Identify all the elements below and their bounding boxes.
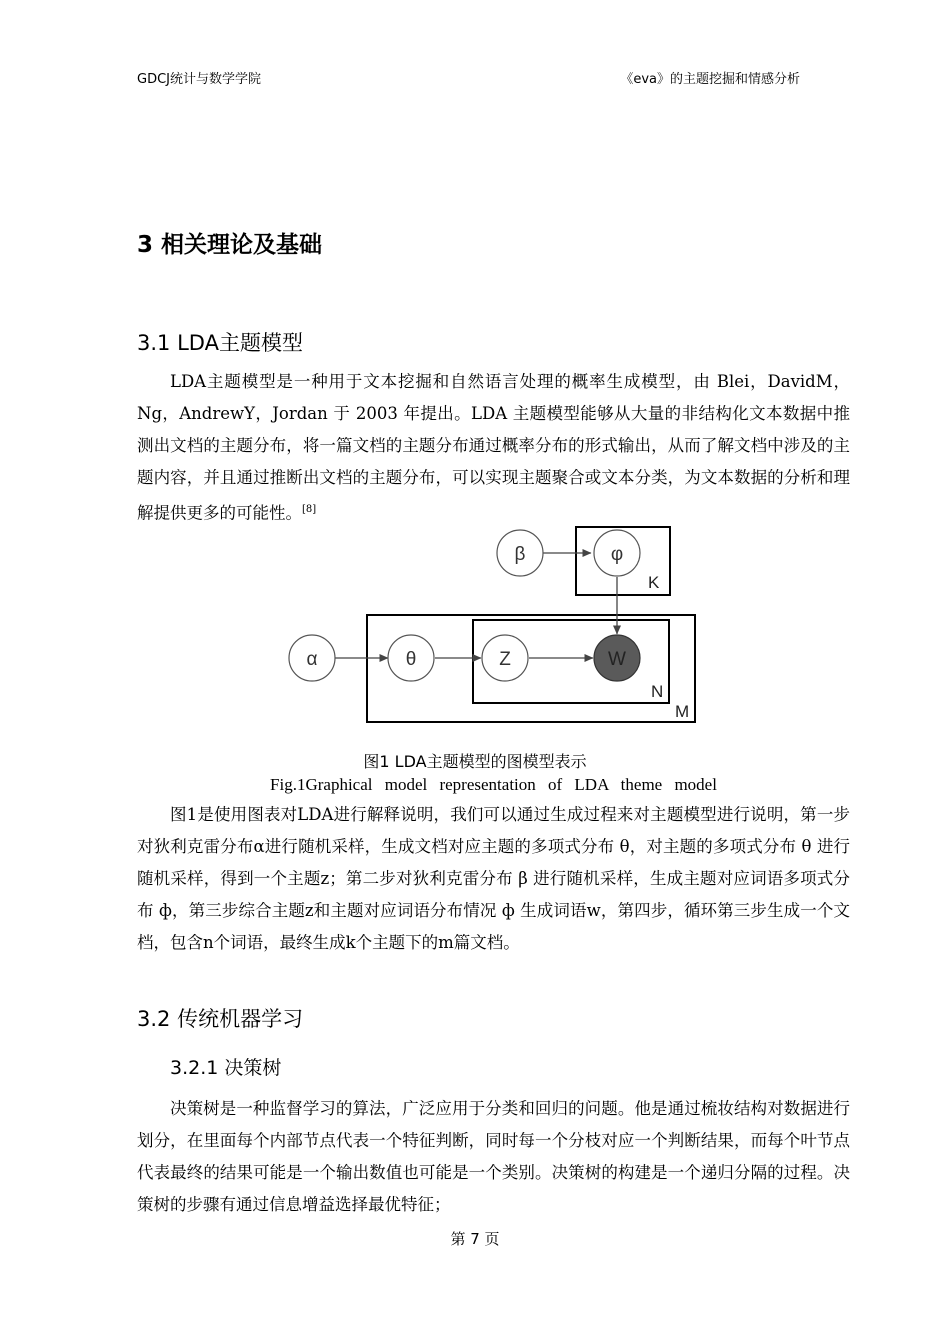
node-theta-label: θ <box>405 649 417 670</box>
plate-m-label: M <box>675 702 690 721</box>
node-beta-label: β <box>514 544 526 565</box>
node-phi-label: φ <box>610 544 624 565</box>
header-right: 《eva》的主题挖掘和情感分析 <box>620 72 800 87</box>
decision-tree-paragraph: 决策树是一种监督学习的算法，广泛应用于分类和回归的问题。他是通过梳妆结构对数据进行划分，在里面每个内部节点代表一个特征判断，同时每一个分枝对应一个判断结果，而每个叶节点代表最终的结果可能是一个输出数值也可能是一个类别。决策树的构建是一个递归分隔的过程。决策树的步骤有通过信息增益选择最优特征； <box>137 1099 850 1214</box>
page-number: 第 7 页 <box>450 1230 500 1248</box>
figure-explanation-paragraph: 图1是使用图表对LDA进行解释说明，我们可以通过生成过程来对主题模型进行说明，第一步对狄利克雷分布α进行随机采样，生成文档对应主题的多项式分布 θ，对主题的多项式分布 θ 进行随机采样，得到一个主题z；第二步对狄利克雷分布 β 进行随机采样，生成主题对应词语多项式分布 ф，第三步综合主题z和主题对应词语分布情况 ф 生成词语w，第四步，循环第三步生成一个文档，包含n个词语，最终生成k个主题下的m篇文档。 <box>137 805 850 952</box>
node-z-label: Z <box>499 649 511 670</box>
lda-graphical-model <box>0 525 950 725</box>
section-3-1-heading: 3.1 LDA主题模型 <box>137 331 303 355</box>
node-w-label: W <box>608 649 626 670</box>
header-left: GDCJ统计与数学学院 <box>137 72 261 87</box>
node-alpha-label: α <box>306 649 318 670</box>
section-3-2-heading: 3.2 传统机器学习 <box>137 1007 304 1031</box>
section-3-2-1-heading: 3.2.1 决策树 <box>170 1057 282 1079</box>
section-3-heading: 3 相关理论及基础 <box>137 232 323 258</box>
citation: [8] <box>302 504 317 515</box>
plate-n-label: N <box>651 682 664 701</box>
figure-caption-cn: 图1 LDA主题模型的图模型表示 <box>363 752 587 771</box>
lda-intro-paragraph <box>137 366 850 530</box>
lda-intro-text: LDA主题模型是一种用于文本挖掘和自然语言处理的概率生成模型，由 Blei，DavidM，Ng，AndrewY，Jordan 于 2003 年提出。LDA 主题模型能够从大量的非结构化文本数据中推测出文档的主题分布，将一篇文档的主题分布通过概率分布的形式输出，从而了解文档中涉及的主题内容，并且通过推断出文档的主题分布，可以实现主题聚合或文本分类，为文本数据的分析和理解提供更多的可能性。 <box>137 372 850 523</box>
figure-caption-en: Fig.1Graphical model representation of LDA theme model <box>270 775 717 794</box>
plate-k-label: K <box>648 573 660 592</box>
